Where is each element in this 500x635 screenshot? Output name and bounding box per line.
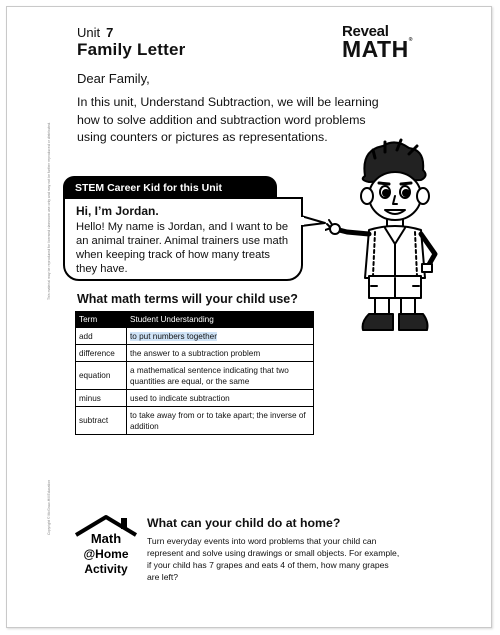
math-terms-table xyxy=(75,311,314,435)
definition-cell: the answer to a subtraction problem xyxy=(127,345,314,362)
permission-note: This material may be reproduced for licensed classroom use only and may not be further reproduced or distributed. xyxy=(47,121,51,300)
term-cell: difference xyxy=(76,345,127,362)
unit-word: Unit xyxy=(77,25,101,40)
brand-top: Reveal xyxy=(342,23,389,40)
speech-bubble xyxy=(63,197,303,281)
reveal-math-logo xyxy=(342,24,413,61)
terms-heading: What math terms will your child use? xyxy=(77,292,298,306)
definition-cell: a mathematical sentence indicating that two quantities are equal, or the same xyxy=(127,362,314,390)
intro-paragraph: In this unit, Understand Subtraction, we will be learning how to solve addition and subtraction word problems using counters or pictures as representations. xyxy=(77,95,379,144)
table-row xyxy=(76,407,314,435)
logo-math: Math xyxy=(90,531,122,546)
term-cell: minus xyxy=(76,390,127,407)
definition-cell: used to indicate subtraction xyxy=(127,390,314,407)
highlighted-definition[interactable]: to put numbers together xyxy=(130,331,217,341)
page-title: Family Letter xyxy=(77,40,186,59)
definition-cell xyxy=(127,328,314,345)
stem-career-tab: STEM Career Kid for this Unit xyxy=(63,176,277,200)
definition-cell: to take away from or to take apart; the inverse of addition xyxy=(127,407,314,435)
bubble-message: Hello! My name is Jordan, and I want to be an animal trainer. Animal trainers use math when keeping track of how many treats they have. xyxy=(76,221,289,275)
logo-at-home: @Home xyxy=(83,547,129,561)
logo-activity: Activity xyxy=(84,562,128,576)
term-cell: equation xyxy=(76,362,127,390)
jordan-character-illustration xyxy=(325,136,450,336)
table-row xyxy=(76,362,314,390)
greeting: Dear Family, xyxy=(77,71,150,86)
unit-label xyxy=(77,25,113,40)
table-row xyxy=(76,328,314,345)
activity-heading: What can your child do at home? xyxy=(147,516,341,530)
brand-bottom: MATH® xyxy=(342,36,413,62)
term-cell: subtract xyxy=(76,407,127,435)
copyright-note: Copyright © McGraw-Hill Education xyxy=(47,479,51,535)
unit-number: 7 xyxy=(106,25,114,40)
math-at-home-activity-logo xyxy=(70,513,142,577)
chimney-icon xyxy=(121,518,127,529)
column-header-understanding: Student Understanding xyxy=(127,312,314,328)
column-header-term: Term xyxy=(76,312,127,328)
table-header-row xyxy=(76,312,314,328)
speech-bubble-tail xyxy=(301,214,327,228)
table-row xyxy=(76,345,314,362)
term-cell: add xyxy=(76,328,127,345)
table-row xyxy=(76,390,314,407)
activity-text: Turn everyday events into word problems that your child can represent and solve using drawings or small objects. For example, if your child has 7 grapes and eats 4 of them, how many grapes are left? xyxy=(147,536,400,582)
bubble-greeting: Hi, I’m Jordan. xyxy=(76,204,159,218)
